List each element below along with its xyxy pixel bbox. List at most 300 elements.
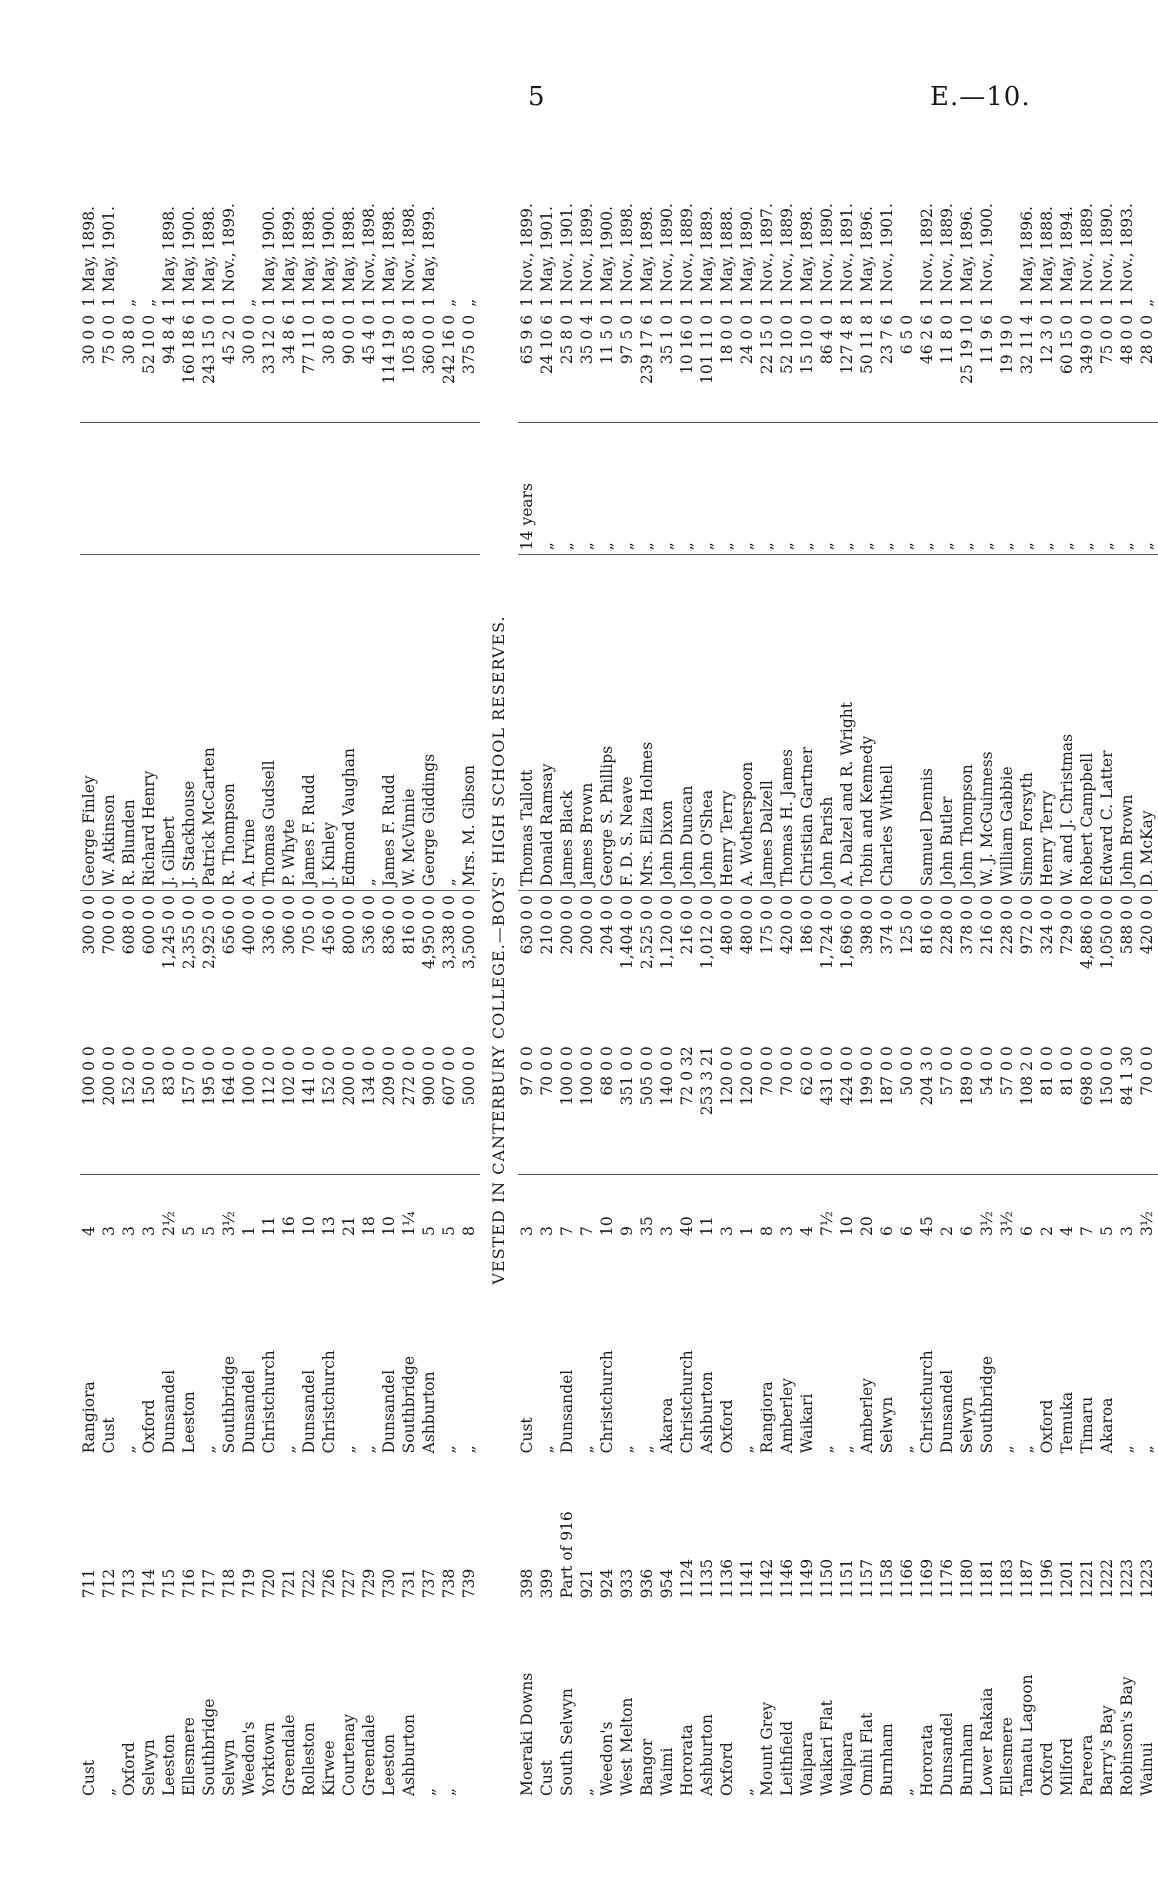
cell-value: 456 0 0 [320,895,338,955]
cell-distance: 10 [380,1216,398,1236]
cell-locality: Oxford [120,1742,138,1796]
cell-lease-date: 1 Nov., 1890. [658,203,677,307]
cell-section: 1146 [778,1558,797,1599]
cell-value: 816 0 0 [918,895,937,955]
table-row [578,100,598,1800]
cell-area: 97 0 0 [518,1042,538,1174]
cell-rent: 10 16 0 [678,311,698,423]
table-row [538,100,558,1800]
cell-section: 738 [440,1568,458,1599]
table-row [340,100,360,1800]
table-row [778,100,798,1800]
cell-distance: 13 [320,1216,338,1236]
table-row [260,100,280,1800]
cell-area: 68 0 0 [598,1042,618,1174]
cell-district: „ [340,1445,358,1454]
cell-district: „ [818,1445,837,1454]
cell-distance: 3½ [220,1211,238,1236]
cell-value: 400 0 0 [240,895,258,955]
cell-distance: 5 [180,1226,198,1236]
cell-area: 157 0 0 [180,1042,200,1174]
cell-locality: Leeston [160,1733,178,1796]
cell-area: 102 0 0 [280,1042,300,1174]
cell-rent: 6 5 0 [898,311,918,423]
cell-term: „ [1098,423,1118,555]
reserves-table [80,100,1158,1800]
cell-district: „ [120,1445,138,1454]
cell-district: Southbridge [400,1355,418,1454]
cell-lessee: Christian Gartner [798,555,818,891]
cell-locality: „ [420,1787,438,1796]
cell-district: Oxford [140,1399,158,1454]
cell-locality: Hororata [678,1724,697,1796]
cell-section: 1142 [758,1558,777,1599]
cell-locality: „ [738,1787,757,1796]
cell-district: „ [1118,1445,1137,1454]
cell-area: 150 0 0 [140,1042,160,1174]
cell-lessee: James Dalzell [758,555,778,891]
cell-value: 336 0 0 [260,895,278,955]
cell-district: „ [638,1445,657,1454]
cell-district: Amberley [778,1378,797,1454]
cell-lease-date: 1 Nov., 1899. [518,203,537,307]
cell-distance: 3 [718,1226,737,1236]
cell-rent: 94 8 4 [160,311,180,423]
table-row [420,100,440,1800]
cell-locality: Tamatu Lagoon [1018,1674,1037,1796]
cell-lease-date: 1 Nov., 1897. [758,203,777,307]
cell-section: 1158 [878,1558,897,1599]
cell-section: 713 [120,1568,138,1599]
table-row [618,100,638,1800]
cell-value: 1,696 0 0 [838,895,857,970]
cell-rent: 160 18 6 [180,311,200,423]
cell-term: „ [818,423,838,555]
cell-term: „ [1038,423,1058,555]
cell-locality: Ellesmere [180,1717,198,1796]
cell-distance: 11 [698,1216,717,1236]
cell-distance: 10 [838,1216,857,1236]
cell-section: 726 [320,1568,338,1599]
cell-distance: 2½ [160,1211,178,1236]
cell-distance: 3 [140,1226,158,1236]
cell-lessee: A. Dalzel and R. Wright [838,555,858,891]
cell-area: 100 0 0 [80,1042,100,1174]
cell-value: 1,050 0 0 [1098,895,1117,970]
cell-distance: 1¼ [400,1211,418,1236]
cell-section: 1222 [1098,1558,1117,1599]
cell-section: 1180 [958,1558,977,1599]
cell-district: „ [200,1445,218,1454]
table-row [518,100,538,1800]
cell-locality: Ellesmere [998,1717,1017,1796]
cell-section: 398 [518,1568,537,1599]
cell-section: 1181 [978,1558,997,1599]
cell-lessee: Simon Forsyth [1018,555,1038,891]
cell-distance: 7 [1078,1226,1097,1236]
cell-locality: Wainui [1138,1742,1157,1796]
cell-lease-date: 1 May, 1896. [858,206,877,307]
cell-lease-date: 1 May, 1901. [538,206,557,307]
cell-lessee: James Brown [578,555,598,891]
cell-district: Southbridge [978,1355,997,1454]
cell-area: 152 0 0 [320,1042,340,1174]
cell-rent: 52 10 0 [778,311,798,423]
cell-rent: 32 11 4 [1018,311,1038,423]
cell-lease-date: 1 Nov., 1898. [360,203,378,307]
cell-section: 924 [598,1568,617,1599]
cell-term [200,423,220,555]
table-row [1078,100,1098,1800]
cell-area: 200 0 0 [340,1042,360,1174]
table-row [998,100,1018,1800]
cell-area: 431 0 0 [818,1042,838,1174]
cell-locality: Bangor [638,1738,657,1796]
cell-section: 720 [260,1568,278,1599]
cell-lease-date [998,100,1018,311]
table-row [160,100,180,1800]
cell-term: „ [738,423,758,555]
cell-lease-date: 1 Nov., 1889. [1078,203,1097,307]
cell-locality: Southbridge [200,1698,218,1796]
table-row [638,100,658,1800]
cell-distance: 21 [340,1216,358,1236]
cell-lessee [898,555,918,891]
cell-lease-date: 1 May, 1888. [718,206,737,307]
cell-rent: 24 10 6 [538,311,558,423]
cell-lease-date: 1 May, 1900. [180,206,198,307]
cell-locality: Greendale [280,1714,298,1796]
cell-rent: 349 0 0 [1078,311,1098,423]
cell-lessee: John Thompson [958,555,978,891]
cell-distance: 5 [1098,1226,1117,1236]
cell-distance: 3 [538,1226,557,1236]
table-row [1058,100,1078,1800]
table-row [240,100,260,1800]
cell-distance: 5 [420,1226,438,1236]
cell-section: 717 [200,1568,218,1599]
cell-distance: 3 [778,1226,797,1236]
cell-value: 480 0 0 [738,895,757,955]
cell-district: Amberley [858,1378,877,1454]
cell-area: 70 0 0 [1138,1042,1158,1174]
cell-section: 1141 [738,1558,757,1599]
cell-area: 57 0 0 [938,1042,958,1174]
cell-locality: Waikari Flat [818,1700,837,1796]
cell-locality: Hororata [918,1724,937,1796]
cell-lessee: George Finley [80,555,100,891]
cell-lessee: Edmond Vaughan [340,555,360,891]
cell-locality: Omihi Flat [858,1712,877,1796]
cell-section: 712 [100,1568,118,1599]
cell-lease-date: 1 Nov., 1891. [838,203,857,307]
cell-term: „ [998,423,1018,555]
cell-value: 2,525 0 0 [638,895,657,970]
cell-value: 3,500 0 0 [460,895,478,970]
table-row [1098,100,1118,1800]
cell-area: 72 0 32 [678,1042,698,1174]
cell-term: „ [878,423,898,555]
cell-area: 120 0 0 [738,1042,758,1174]
cell-distance: 7 [578,1226,597,1236]
cell-distance: 8 [758,1226,777,1236]
cell-area: 84 1 30 [1118,1042,1138,1174]
cell-area: 272 0 0 [400,1042,420,1174]
table-row [838,100,858,1800]
cell-term [240,423,260,555]
cell-lessee: W. and J. Christmas [1058,555,1078,891]
cell-section: 1183 [998,1558,1017,1599]
cell-area: 152 0 0 [120,1042,140,1174]
cell-value: 1,404 0 0 [618,895,637,970]
cell-term [160,423,180,555]
cell-locality: Robinson's Bay [1118,1676,1137,1796]
cell-distance: 3 [658,1226,677,1236]
cell-locality: Lower Rakaia [978,1687,997,1796]
cell-value: 2,355 0 0 [180,895,198,970]
cell-lease-date: 1 May, 1900. [320,206,338,307]
cell-term [280,423,300,555]
cell-lessee: Mrs. M. Gibson [460,555,480,891]
cell-value: 4,950 0 0 [420,895,438,970]
cell-term: „ [658,423,678,555]
cell-value: 324 0 0 [1038,895,1057,955]
cell-term: „ [798,423,818,555]
cell-term: „ [938,423,958,555]
cell-locality: „ [578,1787,597,1796]
cell-value: 4,886 0 0 [1078,895,1097,970]
cell-value: 1,012 0 0 [698,895,717,970]
cell-section: 716 [180,1568,198,1599]
cell-value: 1,120 0 0 [658,895,677,970]
cell-section: 1169 [918,1558,937,1599]
cell-section: 1176 [938,1558,957,1599]
cell-rent: 45 2 0 [220,311,240,423]
cell-lease-date: 1 May, 1899. [420,206,438,307]
cell-term [260,423,280,555]
table-row [798,100,818,1800]
cell-rent: 28 0 0 [1138,311,1158,423]
cell-area: 607 0 0 [440,1042,460,1174]
cell-lessee: John Parish [818,555,838,891]
cell-lease-date: 1 May, 1898. [380,206,398,307]
cell-distance: 6 [898,1226,917,1236]
cell-term: „ [958,423,978,555]
cell-area: 83 0 0 [160,1042,180,1174]
cell-value: 536 0 0 [360,895,378,955]
cell-lessee: Patrick McCarten [200,555,220,891]
cell-district: „ [898,1445,917,1454]
cell-distance: 3 [518,1226,537,1236]
cell-area: 50 0 0 [898,1042,918,1174]
cell-rent: 22 15 0 [758,311,778,423]
cell-lessee: Edward C. Latter [1098,555,1118,891]
cell-section: 1221 [1078,1558,1097,1599]
cell-distance: 18 [360,1216,378,1236]
cell-lease-date: 1 May, 1898. [340,206,358,307]
cell-term: „ [1138,423,1158,555]
table-row [918,100,938,1800]
cell-lessee: George S. Phillips [598,555,618,891]
cell-district: „ [538,1445,557,1454]
cell-lease-date: 1 Nov., 1890. [818,203,837,307]
cell-lessee: George Giddings [420,555,440,891]
cell-lessee: John O'Shea [698,555,718,891]
cell-lease-date [898,100,918,311]
cell-district: Akaroa [658,1397,677,1454]
cell-area: 134 0 0 [360,1042,380,1174]
cell-term [80,423,100,555]
cell-lease-date: 1 Nov., 1889. [678,203,697,307]
cell-value: 420 0 0 [1138,895,1157,955]
cell-rent: 35 0 4 [578,311,598,423]
cell-lessee: R. Thompson [220,555,240,891]
cell-distance: 40 [678,1216,697,1236]
cell-lease-date: 1 Nov., 1901. [878,203,897,307]
cell-term [360,423,380,555]
cell-term: „ [678,423,698,555]
table-body [80,100,1158,1800]
cell-term: „ [778,423,798,555]
cell-value: 216 0 0 [678,895,697,955]
cell-rent: 90 0 0 [340,311,360,423]
cell-lease-date: 1 May, 1900. [598,206,617,307]
cell-distance: 2 [1038,1226,1057,1236]
cell-distance: 1 [738,1226,757,1236]
cell-section: 739 [460,1568,478,1599]
cell-rent: 360 0 0 [420,311,440,423]
table-row [440,100,460,1800]
cell-rent: 77 11 0 [300,311,320,423]
cell-area: 698 0 0 [1078,1042,1098,1174]
cell-lessee: Charles Withell [878,555,898,891]
table-row [738,100,758,1800]
cell-lessee: Thomas H. James [778,555,798,891]
cell-area: 81 0 0 [1038,1042,1058,1174]
table-row [380,100,400,1800]
cell-rent: 75 0 0 [1098,311,1118,423]
cell-value: 1,245 0 0 [160,895,178,970]
cell-lease-date: 1 May, 1896. [1018,206,1037,307]
cell-locality: Leithfield [778,1720,797,1796]
cell-lease-date: „ [440,298,458,307]
cell-section: 1196 [1038,1558,1057,1599]
cell-lease-date: 1 May, 1896. [958,206,977,307]
cell-district: Oxford [718,1399,737,1454]
cell-rent: 19 19 0 [998,311,1018,423]
cell-section: 721 [280,1568,298,1599]
cell-lessee: John Dixon [658,555,678,891]
cell-district: Dunsandel [558,1369,577,1454]
cell-distance: 3½ [978,1211,997,1236]
cell-rent: 30 0 0 [240,311,260,423]
cell-section: 1124 [678,1558,697,1599]
cell-area: 81 0 0 [1058,1042,1078,1174]
cell-section: 954 [658,1568,677,1599]
cell-area: 500 0 0 [460,1042,480,1174]
cell-section: 719 [240,1568,258,1599]
cell-lessee: R. Blunden [120,555,140,891]
cell-rent: 30 8 0 [320,311,340,423]
document-reference: E.—10. [930,82,1031,112]
cell-area: 164 0 0 [220,1042,240,1174]
cell-district: Rangiora [80,1381,98,1454]
cell-value: 175 0 0 [758,895,777,955]
cell-section: 1223 [1138,1558,1157,1599]
cell-lease-date: 1 Nov., 1892. [918,203,937,307]
cell-section: 1201 [1058,1558,1077,1599]
cell-district: „ [1018,1445,1037,1454]
cell-distance: 11 [260,1216,278,1236]
cell-rent: 15 10 0 [798,311,818,423]
cell-distance: 6 [1018,1226,1037,1236]
cell-locality: Selwyn [140,1739,158,1796]
cell-term [140,423,160,555]
cell-district: Temuka [1058,1391,1077,1454]
cell-lessee: „ [440,555,460,891]
cell-value: 1,724 0 0 [818,895,837,970]
table-row [1038,100,1058,1800]
cell-district: Dunsandel [240,1369,258,1454]
cell-district: Christchurch [260,1350,278,1454]
cell-lessee: A. Irvine [240,555,260,891]
cell-value: 3,338 0 0 [440,895,458,970]
cell-lessee: D. McKay [1138,555,1158,891]
cell-distance: 4 [80,1226,98,1236]
cell-value: 816 0 0 [400,895,418,955]
cell-locality: Ashburton [698,1714,717,1796]
cell-section: 1149 [798,1558,817,1599]
cell-lease-date: „ [120,298,138,307]
cell-district: Dunsandel [160,1369,178,1454]
table-row [400,100,420,1800]
cell-section: 921 [578,1568,597,1599]
table-row [858,100,878,1800]
cell-rent: 86 4 0 [818,311,838,423]
cell-lease-date: 1 Nov., 1899. [220,203,238,307]
cell-distance: 9 [618,1226,637,1236]
cell-value: 300 0 0 [80,895,98,955]
cell-area: 62 0 0 [798,1042,818,1174]
cell-locality: „ [440,1787,458,1796]
cell-section: 1151 [838,1558,857,1599]
cell-area: 199 0 0 [858,1042,878,1174]
cell-district: Christchurch [918,1350,937,1454]
cell-value: 228 0 0 [938,895,957,955]
cell-term [440,423,460,555]
cell-term [340,423,360,555]
cell-term: „ [1118,423,1138,555]
cell-distance: 8 [460,1226,478,1236]
cell-district: Rangiora [758,1381,777,1454]
cell-lease-date: 1 Nov., 1898. [618,203,637,307]
cell-area: 189 0 0 [958,1042,978,1174]
cell-term: „ [838,423,858,555]
section-heading-row [480,100,518,1800]
cell-rent: 45 4 0 [360,311,380,423]
table-row [758,100,778,1800]
cell-lessee: James Black [558,555,578,891]
cell-area: 424 0 0 [838,1042,858,1174]
cell-section: 1166 [898,1558,917,1599]
cell-district: Leeston [180,1391,198,1454]
cell-section: 718 [220,1568,238,1599]
cell-rent: 375 0 0 [460,311,480,423]
cell-section: 1135 [698,1558,717,1599]
cell-locality: Waimi [658,1747,677,1796]
cell-locality: Selwyn [220,1739,238,1796]
cell-distance: 1 [240,1226,258,1236]
